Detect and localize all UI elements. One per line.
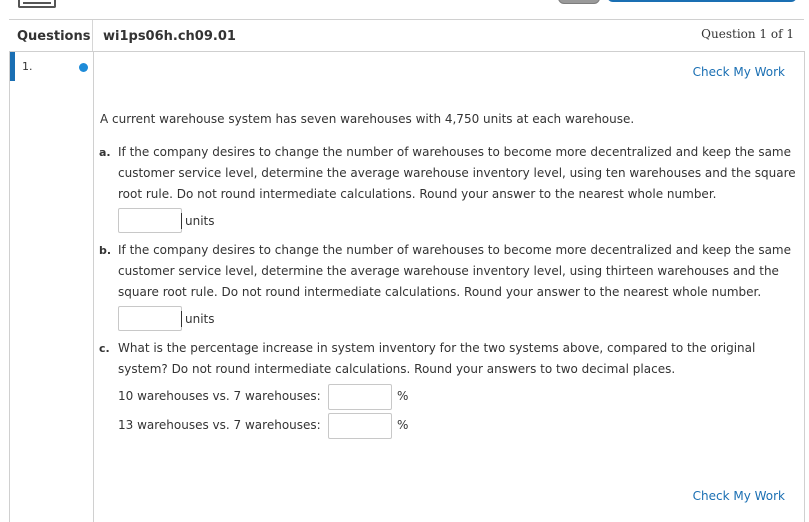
part-a-label: a. [99,146,111,159]
part-a [99,142,799,205]
question-intro: A current warehouse system has seven warehouses with 4,750 units at each warehouse. [100,112,635,126]
check-my-work-link-bottom[interactable]: Check My Work [692,489,785,503]
active-indicator [10,52,15,81]
question-content [92,51,805,522]
question-counter: Question 1 of 1 [701,27,794,41]
comparison-13-vs-7-input[interactable] [328,413,392,439]
comparison-13-vs-7-unit: % [397,418,409,432]
question-number: 1. [22,60,33,73]
comparison-10-vs-7-input[interactable] [328,384,392,410]
question-list-item-1[interactable] [10,52,92,81]
check-my-work-link[interactable]: Check My Work [692,65,785,79]
part-c-text: What is the percentage increase in system inventory for the two systems above, compared to the original system? Do not round intermediate calculations. Round your answers to two decimal places. [118,341,756,376]
header-bar [9,19,804,52]
part-b-unit: units [181,311,215,327]
toolbar-secondary-button[interactable] [558,0,600,4]
header-divider [92,20,93,51]
part-b-text: If the company desires to change the number of warehouses to become more decentralized and keep the same customer service level, determine the average warehouse inventory level, using thirteen warehouses and the square root rule. Do not round intermediate calculations. Round your answer to the nearest whole number. [118,243,792,299]
question-list [9,51,94,522]
questions-heading: Questions [17,29,91,44]
top-toolbar [0,0,809,18]
status-dot-icon [79,63,88,72]
part-c-label: c. [99,342,110,355]
comparison-10-vs-7-label: 10 warehouses vs. 7 warehouses: [118,389,321,403]
part-a-text: If the company desires to change the number of warehouses to become more decentralized and keep the same customer service level, determine the average warehouse inventory level, using ten warehouses and the square root rule. Do not round intermediate calculations. Round your answer to the nearest whole number. [118,145,796,201]
toolbar-primary-button[interactable] [607,0,797,2]
part-c [99,338,799,380]
keyboard-icon[interactable] [18,0,56,8]
comparison-13-vs-7-label: 13 warehouses vs. 7 warehouses: [118,418,321,432]
comparison-10-vs-7-unit: % [397,389,409,403]
part-a-unit: units [181,213,215,229]
part-b-answer-input[interactable] [118,306,182,331]
part-b-label: b. [99,244,112,257]
part-b [99,240,799,303]
assignment-title: wi1ps06h.ch09.01 [103,29,236,44]
part-a-answer-input[interactable] [118,208,182,233]
